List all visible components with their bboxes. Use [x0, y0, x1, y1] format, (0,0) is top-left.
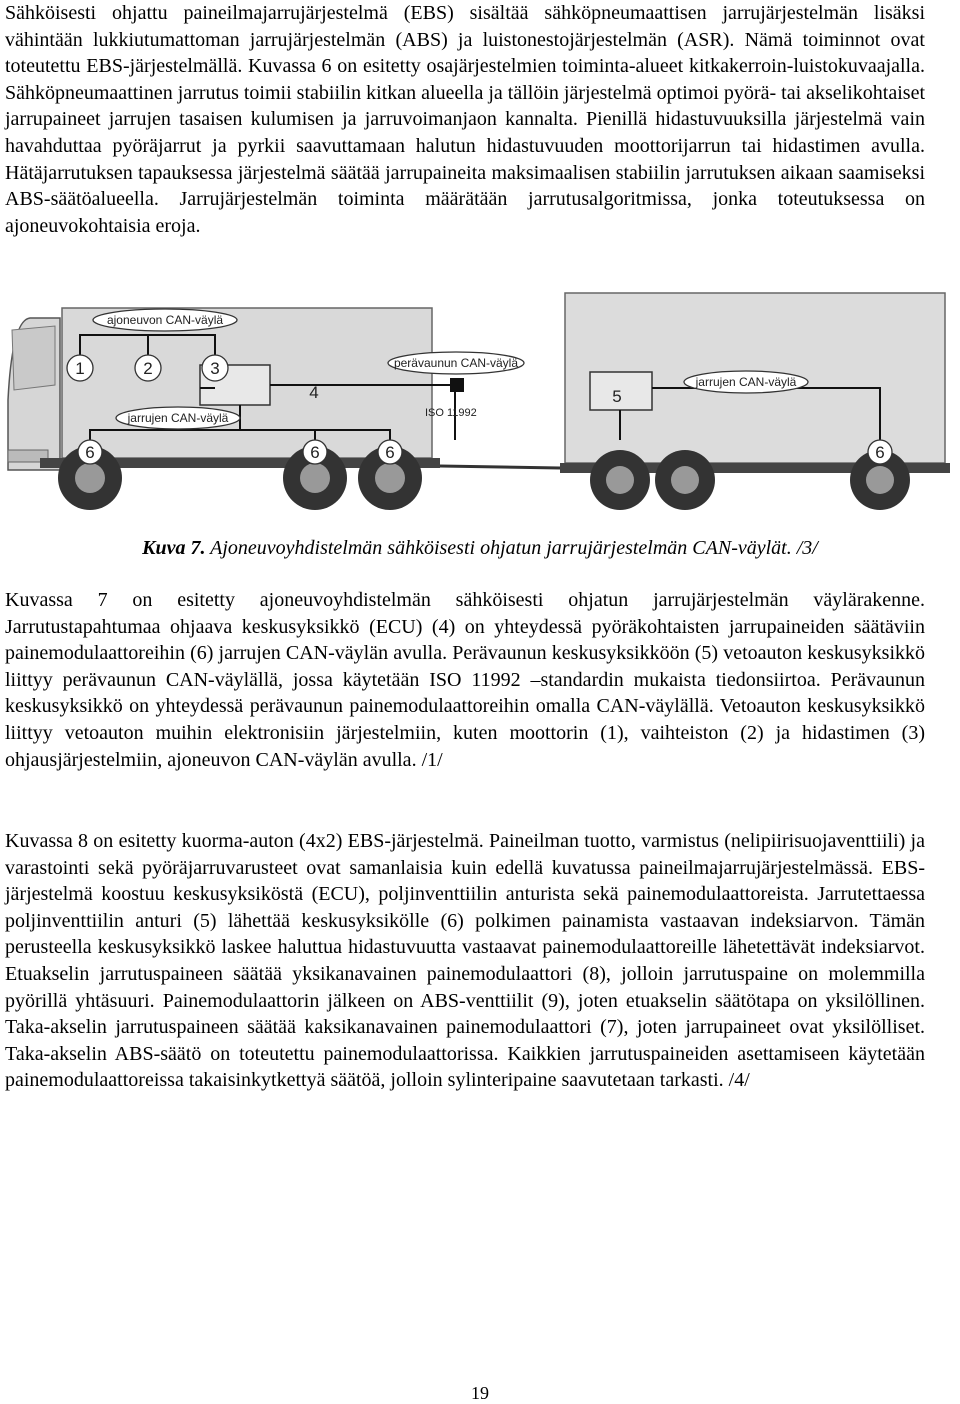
- label-brake-can-trailer: jarrujen CAN-väylä: [695, 375, 797, 389]
- truck-trailer-illustration: [0, 290, 960, 512]
- figure-can-bus-diagram: [0, 290, 960, 512]
- marker-4: 4: [309, 383, 319, 402]
- label-brake-can-truck: jarrujen CAN-väylä: [127, 411, 229, 425]
- wheel-trailer-2: [655, 450, 715, 510]
- iso-connector: [450, 378, 464, 392]
- wheel-trailer-1: [590, 450, 650, 510]
- figure-caption: [0, 537, 960, 560]
- paragraph-ebs-intro: Sähköisesti ohjattu paineilmajarrujärjestelmä (EBS) sisältää sähköpneumaattisen jarrujärjestelmän lisäksi vähintään lukkiutumattoman jarrujärjestelmän (ABS) ja luistonestojärjestelmän (ASR). Nämä toiminnot ovat toteutettu EBS-järjestelmällä. Kuvassa 6 on esitetty osajärjestelmien toiminta-alueet kitkakerroin-luistokuvaajalla. Sähköpneumaattinen jarrutus toimii stabiilin kitkan alueella ja tällöin järjestelmä optimoi pyörä- tai akselikohtaiset jarrupaineet jarrujen tasaisen kulumisen ja jarruvoimanjaon kannalta. Pienillä hidastuvuuksilla järjestelmä vain havahduttaa pyöräjarrut ja pyrkii saavuttamaan halutun hidastuvuuden moottorijarrun tai hidastimen avulla. Hätäjarrutuksen tapauksessa järjestelmä säätää jarrupaineita maksimaalisen stabiilin jarrutuksen aikaan saamiseksi ABS-säätöalueella. Jarrujärjestelmän toiminta määrätään jarrutusalgoritmissa, jonka toteutuksessa on ajoneuvokohtaisia eroja.: [5, 2, 925, 237]
- svg-text:6: 6: [875, 443, 885, 462]
- svg-text:6: 6: [385, 443, 395, 462]
- page-number: 19: [471, 1383, 489, 1403]
- caption-text: Ajoneuvoyhdistelmän sähköisesti ohjatun jarrujärjestelmän CAN-väylät. /3/: [210, 537, 818, 559]
- label-iso-11992: ISO 11992: [425, 407, 477, 419]
- label-vehicle-can: ajoneuvon CAN-väylä: [106, 313, 224, 327]
- svg-text:6: 6: [85, 443, 95, 462]
- drawbar: [440, 466, 560, 468]
- svg-text:2: 2: [143, 359, 153, 378]
- svg-text:1: 1: [75, 359, 85, 378]
- paragraph-truck-ebs: Kuvassa 8 on esitetty kuorma-auton (4x2) EBS-järjestelmä. Paineilman tuotto, varmistus (nelipiirisuojaventtiili) ja varastointi sekä pyöräjarruvarusteet ovat samanlaisia kuin edellä kuvatussa paineilmajarrujärjestelmässä. EBS-järjestelmä koostuu keskusyksiköstä (ECU), poljinventtiilin anturista sekä painemodulaattoreista. Jarrutettaessa poljinventtiilin anturi (5) lähettää keskusyksikölle (6) polkimen painamista vastaavan indeksiarvon. Tämän perusteella keskusyksikkö laskee haluttua hidastuvuutta vastaavat painemodulaattoreille lähetettävät indeksiarvot. Etuakselin jarrutuspaineen säätää yksikanavainen painemodulaattori (8), jolloin jarrutuspaine on molemmilla pyörillä yhtäsuuri. Painemodulaattorin jälkeen on ABS-venttiilit (9), joten etuakselin säätötapa on yksilöllinen. Taka-akselin jarrutuspaineen säätää kaksikanavainen painemodulaattori (7), joten jarrupaineet ovat yksilölliset. Taka-akselin ABS-säätö on toteutettu painemodulaattorissa. Kaikkien jarrutuspaineiden asettamiseen käytetään painemodulaattoreissa takaisinkytkettyä säätöä, jolloin sylinteripaine saavutetaan tarkasti. /4/: [5, 830, 925, 1092]
- svg-text:3: 3: [210, 359, 220, 378]
- caption-label: Kuva 7.: [142, 537, 206, 559]
- cab-window: [12, 326, 55, 390]
- marker-5: 5: [612, 387, 622, 406]
- svg-text:6: 6: [310, 443, 320, 462]
- paragraph-can-bus-structure: Kuvassa 7 on esitetty ajoneuvoyhdistelmän sähköisesti ohjatun jarrujärjestelmän väylärakenne. Jarrutustapahtumaa ohjaava keskusyksikkö (ECU) (4) on yhteydessä pyöräkohtaisten jarrupaineiden säätäviin painemodulaattoreihin (6) jarrujen CAN-väylän avulla. Perävaunun keskusyksikköön (5) vetoauton keskusyksikkö liittyy perävaunun CAN-väylällä, jossa käytetään ISO 11992 –standardin mukaista tiedonsiirtoa. Perävaunun keskusyksikkö on yhteydessä perävaunun painemodulaattoreihin omalla CAN-väylällä. Vetoauton keskusyksikkö liittyy vetoauton muihin elektronisiin järjestelmiin, kuten moottorin (1), vaihteiston (2) ja hidastimen (3) ohjausjärjestelmiin, ajoneuvon CAN-väylän avulla. /1/: [5, 589, 925, 771]
- label-trailer-can: perävaunun CAN-väylä: [393, 356, 519, 370]
